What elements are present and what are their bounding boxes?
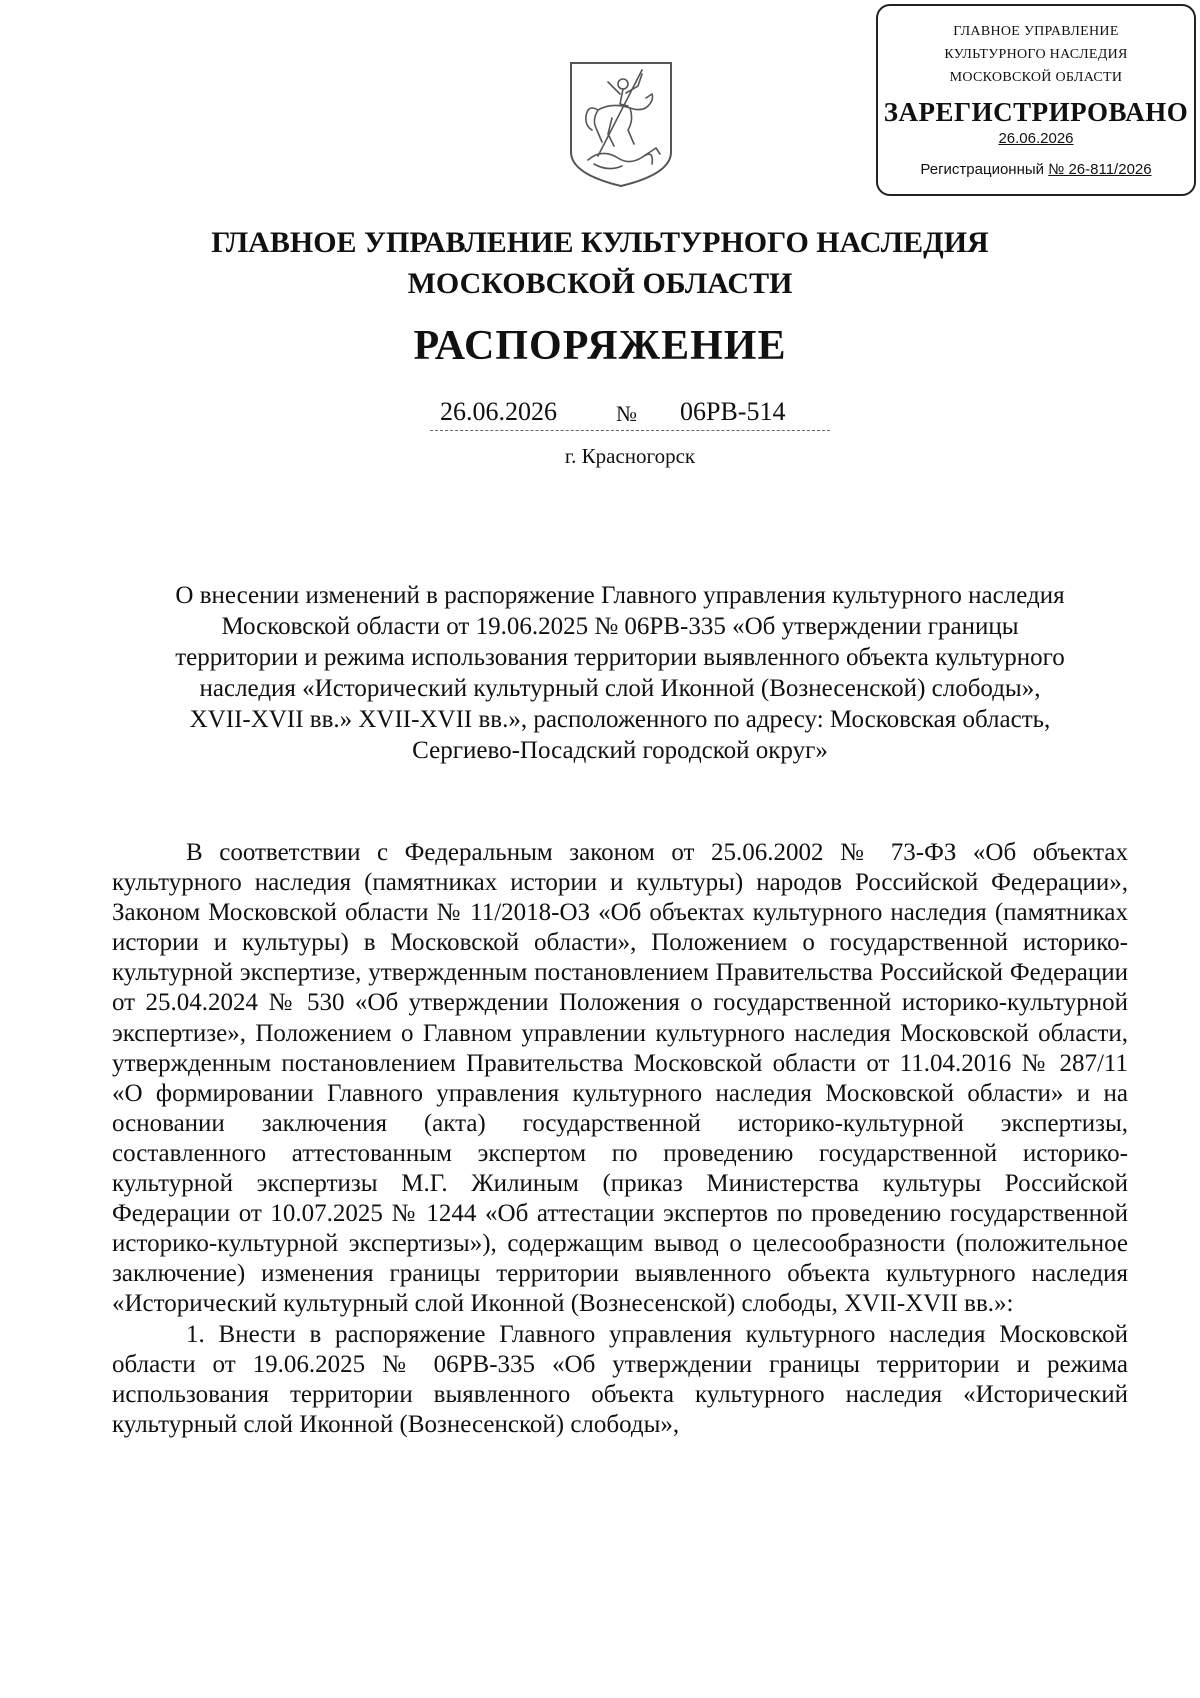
stamp-org-name [878,20,1194,89]
stamp-org-line: ГЛАВНОЕ УПРАВЛЕНИЕ [953,24,1119,39]
document-body [112,838,1128,1440]
subject-line: О внесении изменений в распоряжение Главного управления культурного наследия [175,582,1065,609]
stamp-registration-number [878,161,1194,178]
body-paragraph-item-1: 1. Внести в распоряжение Главного управления культурного наследия Московской области от 19.06.2025 № 06РВ-335 «Об утверждении границы территории и режима использования территории выявленного объекта культурного наследия «Исторический культурный слой Иконной (Вознесенской) слободы», [112,1320,1128,1438]
organization-title-line: ГЛАВНОЕ УПРАВЛЕНИЕ КУЛЬТУРНОГО НАСЛЕДИЯ [211,226,989,259]
subject-line: территории и режима использования территории выявленного объекта культурного [175,644,1065,671]
coat-of-arms-emblem [568,60,674,188]
document-subject [112,580,1128,766]
registration-stamp [876,4,1196,196]
subject-line: Сергиево-Посадский городской округ» [412,737,828,764]
organization-title [150,222,1050,304]
number-sign: № [616,401,637,426]
organization-title-line: МОСКОВСКОЙ ОБЛАСТИ [407,267,793,300]
stamp-org-line: КУЛЬТУРНОГО НАСЛЕДИЯ [944,47,1128,62]
date-number-underline [430,430,830,431]
stamp-number-label: Регистрационный [920,161,1045,178]
stamp-status: ЗАРЕГИСТРИРОВАНО [883,97,1189,127]
stamp-number-value: № 26-811/2026 [1048,161,1152,178]
subject-line: XVII-XVII вв.» XVII-XVII вв.», расположенного по адресу: Московская область, [189,706,1051,733]
document-date: 26.06.2026 [440,397,557,426]
stamp-org-line: МОСКОВСКОЙ ОБЛАСТИ [949,70,1123,85]
document-date-number [430,397,830,431]
body-paragraph-preamble: В соответствии с Федеральным законом от 25.06.2002 № 73-ФЗ «Об объектах культурного наследия (памятниках истории и культуры) народов Российской Федерации», Законом Московской области № 11/2018-ОЗ «Об объектах культурного наследия (памятниках истории и культуры) в Московской области», Положением о государственной историко-культурной экспертизе, утвержденным постановлением Правительства Российской Федерации от 25.04.2024 № 530 «Об утверждении Положения о государственной историко-культурной экспертизе», Положением о Главном управлении культурного наследия Московской области, утвержденным постановлением Правительства Московской области от 11.04.2016 № 287/11 «О формировании Главного управления культурного наследия Московской области» и на основании заключения (акта) государственной историко-культурной экспертизы, составленного аттестованным экспертом по проведению государственной историко-культурной экспертизы М.Г. Жилиным (приказ Министерства культуры Российской Федерации от 10.07.2025 № 1244 «Об аттестации экспертов по проведению государственной историко-культурной экспертизы»), содержащим вывод о целесообразности (положительное заключение) изменения границы территории выявленного объекта культурного наследия «Исторический культурный слой Иконной (Вознесенской) слободы, XVII-XVII вв.»: [112,839,1128,1318]
document-number: 06РВ-514 [680,397,786,426]
subject-line: наследия «Исторический культурный слой Иконной (Вознесенской) слободы», [199,675,1041,702]
document-city: г. Красногорск [564,444,696,468]
document-type: РАСПОРЯЖЕНИЕ [413,323,787,369]
subject-line: Московской области от 19.06.2025 № 06РВ-335 «Об утверждении границы [221,613,1019,640]
stamp-date: 26.06.2026 [998,130,1074,147]
